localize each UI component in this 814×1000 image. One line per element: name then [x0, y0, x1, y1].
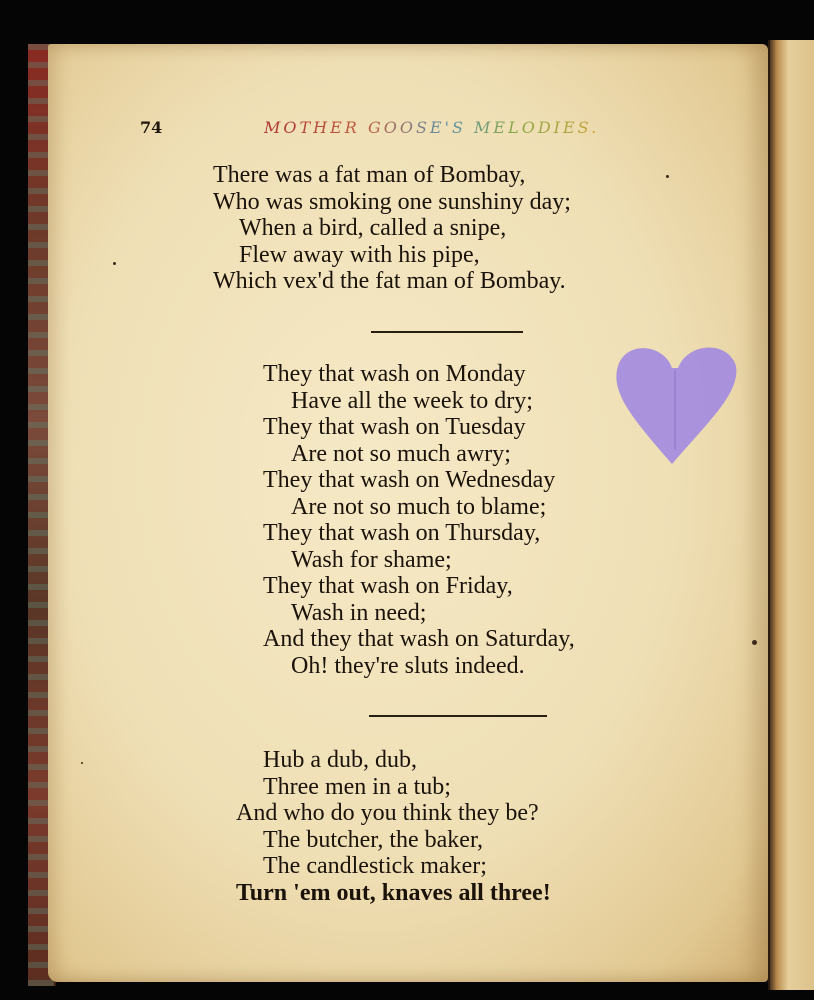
- poem-line: Wash in need;: [291, 599, 427, 626]
- running-title: MOTHER GOOSE'S MELODIES.: [264, 118, 600, 137]
- poem-line: They that wash on Friday,: [263, 573, 513, 599]
- poem-line: When a bird, called a snipe,: [239, 215, 507, 241]
- poem-line: Oh! they're sluts indeed.: [291, 652, 525, 679]
- section-divider: [371, 331, 523, 333]
- paper-speck: [666, 175, 669, 178]
- poem-line: They that wash on Tuesday: [263, 414, 526, 440]
- poem-hub-a-dub: [236, 747, 551, 906]
- poem-line: They that wash on Thursday,: [263, 520, 541, 546]
- poem-line: There was a fat man of Bombay,: [213, 162, 526, 188]
- poem-line: And who do you think they be?: [236, 800, 539, 826]
- poem-line: Are not so much awry;: [291, 440, 511, 467]
- section-divider: [369, 715, 547, 717]
- facing-page-edge: [768, 40, 814, 990]
- poem-line: Hub a dub, dub,: [263, 747, 417, 773]
- poem-line: They that wash on Wednesday: [263, 467, 556, 493]
- paper-speck: [81, 762, 83, 764]
- poem-fat-man-of-bombay: [213, 162, 571, 295]
- poem-line: Are not so much to blame;: [291, 493, 547, 520]
- poem-line: Have all the week to dry;: [291, 387, 533, 414]
- paper-speck: [752, 640, 757, 645]
- page-number: 74: [140, 118, 163, 137]
- poem-line: Flew away with his pipe,: [239, 241, 480, 268]
- heart-icon: [612, 340, 742, 468]
- poem-line: Three men in a tub;: [263, 773, 451, 800]
- poem-line: Wash for shame;: [291, 546, 452, 573]
- poem-line: Who was smoking one sunshiny day;: [213, 188, 571, 215]
- poem-line: Turn 'em out, knaves all three!: [236, 879, 551, 906]
- poem-line: The butcher, the baker,: [263, 826, 483, 853]
- poem-line: And they that wash on Saturday,: [263, 626, 575, 652]
- heart-shape: [616, 347, 736, 464]
- paper-speck: [113, 262, 116, 265]
- poem-they-that-wash: [263, 361, 575, 679]
- poem-line: Which vex'd the fat man of Bombay.: [213, 268, 566, 294]
- poem-line: The candlestick maker;: [263, 853, 487, 879]
- poem-line: They that wash on Monday: [263, 361, 526, 387]
